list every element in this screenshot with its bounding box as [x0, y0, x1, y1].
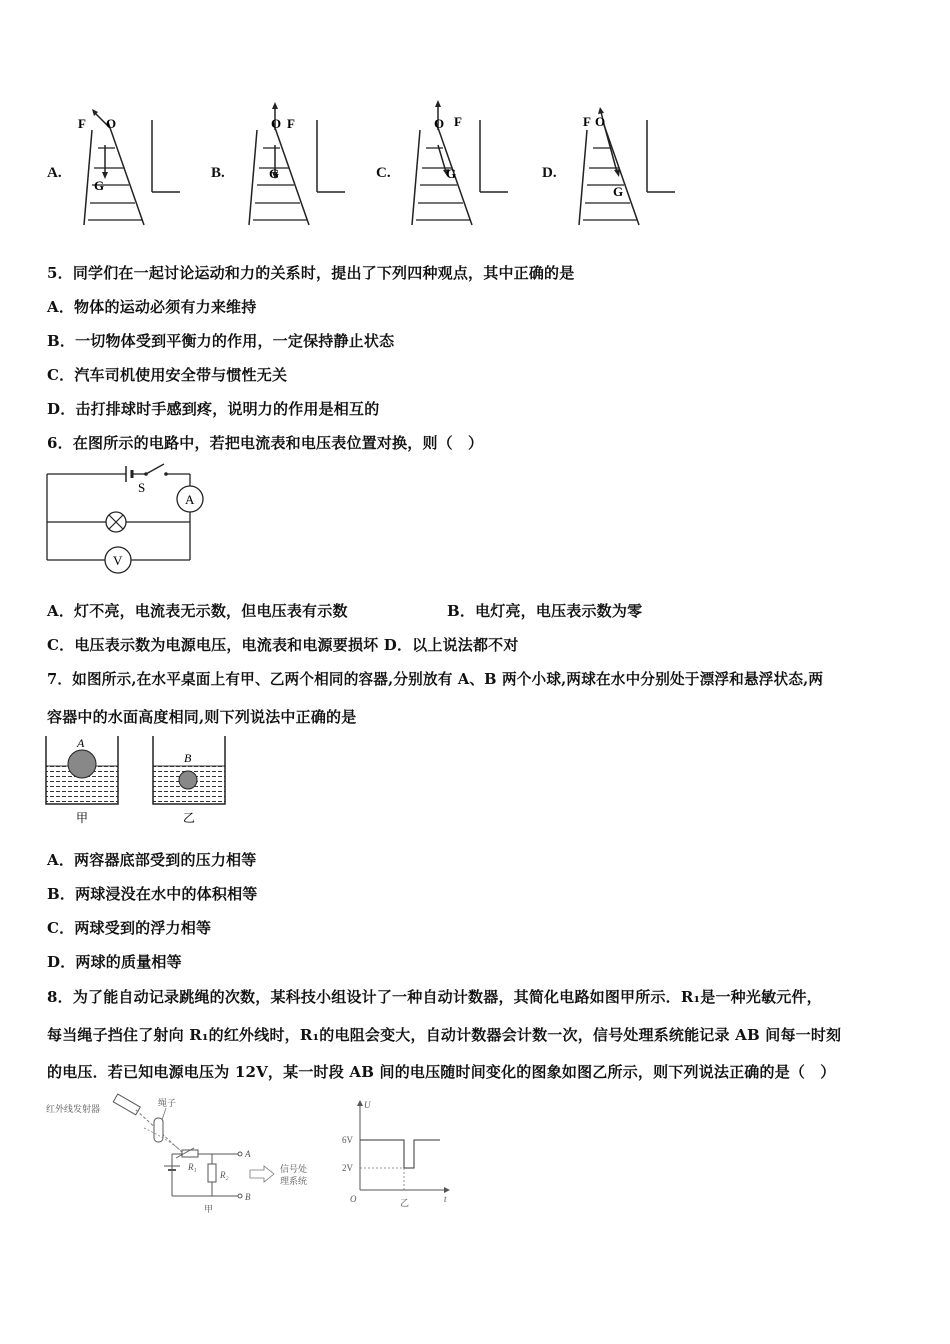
q4-c-f: F [454, 114, 462, 129]
q4-d-f: F [583, 114, 591, 129]
ball-b [179, 771, 197, 789]
q5-option-a: A．物体的运动必须有力来维持 [47, 298, 257, 316]
q4-option-a-label: A. [47, 165, 62, 181]
q8-caption-left: 甲 [204, 1204, 214, 1214]
q8-x-axis-label: t [444, 1194, 447, 1204]
q4-option-c-label: C. [376, 165, 391, 181]
q4-b-f: F [287, 116, 295, 131]
emitter-icon [113, 1094, 140, 1115]
q4-d-g: G [613, 184, 624, 199]
q4-d-o: O [595, 114, 606, 129]
q4-c-o: O [434, 116, 445, 131]
q8-stem-line3: 的电压．若已知电源电压为 12V，某一时段 AB 间的电压随时间变化的图象如图乙所示，则下列说法正确的是（ ） [47, 1063, 836, 1081]
q8-rope-label: 绳子 [158, 1098, 177, 1108]
q5-stem: 5．同学们在一起讨论运动和力的关系时，提出了下列四种观点，其中正确的是 [47, 264, 575, 282]
q6-option-cd: C．电压表示数为电源电压，电流表和电源要损坏 D．以上说法都不对 [47, 636, 519, 654]
q5-option-b: B．一切物体受到平衡力的作用，一定保持静止状态 [47, 332, 395, 350]
q7-ball-a-label: A [77, 736, 85, 750]
q6-ammeter-label: A [185, 492, 195, 507]
q7-stem-line1: 7．如图所示,在水平桌面上有甲、乙两个相同的容器,分别放有 A、B 两个小球,两球在水中分别处于漂浮和悬浮状态,两 [47, 671, 824, 688]
q4-figure-c [398, 100, 518, 230]
q8-r2-label: R₂ [220, 1170, 229, 1180]
q7-ball-b-label: B [184, 751, 192, 765]
q4-b-g: G [269, 166, 280, 181]
q8-caption-right: 乙 [400, 1198, 410, 1208]
rope-icon [154, 1118, 163, 1142]
q4-figure-d [565, 100, 685, 230]
q4-option-b-label: B. [211, 165, 225, 181]
q8-figure-right [340, 1098, 460, 1208]
q6-circuit [44, 462, 214, 580]
q7-caption-left: 甲 [76, 811, 89, 825]
q6-stem: 6．在图所示的电路中，若把电流表和电压表位置对换，则（ ） [47, 434, 484, 452]
q4-a-o: O [106, 116, 117, 131]
q4-b-o: O [271, 116, 282, 131]
q5-option-c: C．汽车司机使用安全带与惯性无关 [47, 366, 288, 384]
q4-figure-b [235, 100, 355, 230]
q8-stem-line2: 每当绳子挡住了射向 R₁的红外线时，R₁的电阻会变大，自动计数器会计数一次，信号处理系统能记录 AB 间每一时刻 [47, 1026, 842, 1044]
q8-low-label: 2V [342, 1163, 353, 1173]
q7-option-d: D．两球的质量相等 [47, 953, 182, 971]
q7-stem-line2: 容器中的水面高度相同,则下列说法中正确的是 [47, 708, 357, 726]
q7-option-b: B．两球浸没在水中的体积相等 [47, 885, 258, 903]
q6-switch-label: S [138, 480, 146, 495]
q6-option-b: B．电灯亮，电压表示数为零 [447, 602, 643, 620]
ball-a [68, 750, 96, 778]
q8-emitter-label: 红外线发射器 [46, 1104, 101, 1114]
q8-y-axis-label: U [364, 1100, 371, 1110]
q8-origin-label: O [350, 1194, 357, 1204]
q8-signal-line1: 信号处 [280, 1164, 308, 1174]
q4-option-d-label: D. [542, 165, 557, 181]
r2-icon [208, 1164, 216, 1182]
q8-terminal-b: B [245, 1192, 251, 1202]
q7-option-c: C．两球受到的浮力相等 [47, 919, 212, 937]
q4-a-f: F [78, 116, 86, 131]
q7-containers [44, 734, 234, 830]
q4-a-g: G [94, 178, 105, 193]
q6-option-a: A．灯不亮，电流表无示数，但电压表有示数 [47, 602, 348, 620]
q8-voltage-trace [360, 1140, 440, 1168]
q4-figure-a [70, 100, 190, 230]
q8-r1-label: R₁ [188, 1162, 197, 1172]
q8-stem-line1: 8．为了能自动记录跳绳的次数，某科技小组设计了一种自动计数器，其简化电路如图甲所示．R₁是一种光敏元件， [47, 988, 822, 1006]
q8-figure-left [44, 1092, 324, 1214]
switch-icon [146, 464, 164, 474]
arrow-right-icon [250, 1166, 274, 1182]
q7-option-a: A．两容器底部受到的压力相等 [47, 851, 257, 869]
q8-high-label: 6V [342, 1135, 353, 1145]
q6-voltmeter-label: V [113, 553, 123, 568]
q8-terminal-a: A [245, 1149, 251, 1159]
q5-option-d: D．击打排球时手感到疼，说明力的作用是相互的 [47, 400, 380, 418]
q4-c-g: G [446, 166, 457, 181]
q8-signal-line2: 理系统 [280, 1176, 308, 1186]
q7-caption-right: 乙 [183, 811, 196, 825]
